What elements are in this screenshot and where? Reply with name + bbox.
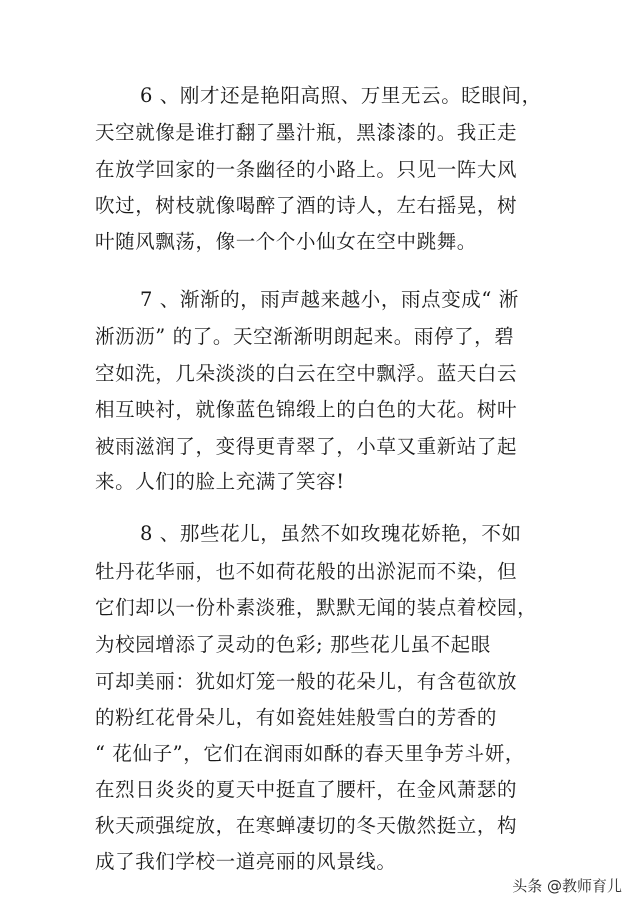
- paragraph-line: “ 花仙子”，它们在润雨如酥的春天里争芳斗妍，: [95, 742, 525, 765]
- paragraph-line: 来。人们的脸上充满了笑容!: [95, 470, 345, 493]
- paragraph-line: 6 、刚才还是艳阳高照、万里无云。眨眼间，: [140, 84, 542, 107]
- paragraph-line: 被雨滋润了，变得更青翠了，小草又重新站了起: [95, 435, 518, 458]
- paragraph-line: 在烈日炎炎的夏天中挺直了腰杆，在金风萧瑟的: [95, 778, 518, 801]
- paragraph-line: 在放学回家的一条幽径的小路上。只见一阵大风: [95, 158, 518, 181]
- source-watermark: 头条 @教师育儿: [512, 877, 622, 895]
- paragraph-line: 8 、那些花儿，虽然不如玫瑰花娇艳，不如: [140, 522, 522, 545]
- paragraph-line: 为校园增添了灵动的色彩; 那些花儿虽不起眼: [95, 633, 491, 656]
- paragraph-line: 的粉红花骨朵儿，有如瓷娃娃般雪白的芳香的: [95, 706, 498, 729]
- paragraph-line: 相互映衬，就像蓝色锦缎上的白色的大花。树叶: [95, 398, 518, 421]
- paragraph-line: 淅沥沥” 的了。天空渐渐明朗起来。雨停了，碧: [95, 325, 515, 348]
- paragraph-line: 成了我们学校一道亮丽的风景线。: [95, 850, 397, 873]
- paragraph-line: 叶随风飘荡，像一个个小仙女在空中跳舞。: [95, 230, 477, 253]
- paragraph-line: 吹过，树枝就像喝醉了酒的诗人，左右摇晃，树: [95, 194, 518, 217]
- paragraph-line: 牡丹花华丽，也不如荷花般的出淤泥而不染，但: [95, 560, 518, 583]
- paragraph-line: 可却美丽：犹如灯笼一般的花朵儿，有含苞欲放: [95, 670, 518, 693]
- paragraph-line: 空如洗，几朵淡淡的白云在空中飘浮。蓝天白云: [95, 362, 518, 385]
- paragraph-line: 秋天顽强绽放，在寒蝉凄切的冬天傲然挺立，构: [95, 814, 518, 837]
- paragraph-line: 它们却以一份朴素淡雅，默默无闻的装点着校园，: [95, 596, 538, 619]
- paragraph-line: 7 、渐渐的，雨声越来越小，雨点变成“ 淅: [140, 288, 519, 311]
- paragraph-line: 天空就像是谁打翻了墨汁瓶，黑漆漆的。我正走: [95, 121, 518, 144]
